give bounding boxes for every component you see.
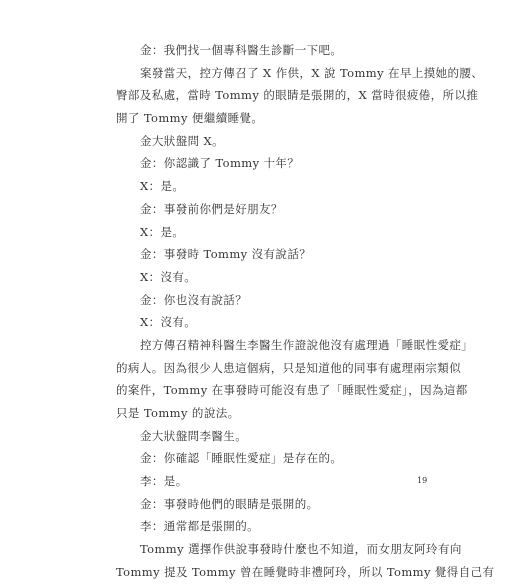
text-line: 李：通常都是張開的。 <box>140 519 259 534</box>
text-line: 只是 Tommy 的說法。 <box>116 406 240 420</box>
text-line: 開了 Tommy 便繼續睡覺。 <box>116 111 264 126</box>
text-line: 金：事發時他們的眼睛是張開的。 <box>140 496 319 511</box>
text-line: 金：事發前你們是好朋友？ <box>140 201 283 216</box>
text-line: 臀部及私處，當時 Tommy 的眼睛是張開的，X 當時很疲倦，所以推 <box>116 88 479 103</box>
text-line: X：是。 <box>140 179 185 194</box>
text-line: X：沒有。 <box>140 315 197 330</box>
page-number: 19 <box>417 476 428 485</box>
text-line: 金：你認識了 Tommy 十年？ <box>140 156 300 171</box>
text-line: 金：事發時 Tommy 沒有說話？ <box>140 247 312 262</box>
text-line: 案發當天，控方傳召了 X 作供，X 說 Tommy 在早上摸她的腰、 <box>140 65 484 80</box>
text-line: 金大狀盤問 X。 <box>140 133 225 148</box>
text-line: Tommy 選擇作供說事發時什麼也不知道，而女朋友阿玲有向 <box>140 542 462 557</box>
text-line: 金：你也沒有說話？ <box>140 292 248 307</box>
text-line: 的病人。因為很少人患這個病，只是知道他的同事有處理兩宗類似 <box>116 360 462 375</box>
text-line: 李：是。 <box>140 474 188 489</box>
text-line: 的案件，Tommy 在事發時可能沒有患了「睡眠性愛症」，因為這都 <box>116 383 468 398</box>
text-line: X：是。 <box>140 224 185 239</box>
text-line: 金大狀盤問李醫生。 <box>140 428 248 443</box>
text-line: 金：你確認「睡眠性愛症」是存在的。 <box>140 451 343 466</box>
text-line: Tommy 提及 Tommy 曾在睡覺時非禮阿玲，所以 Tommy 覺得自己有 <box>116 564 495 579</box>
text-line: 金：我們找一個專科醫生診斷一下吧。 <box>140 43 343 57</box>
text-line: X：沒有。 <box>140 269 197 284</box>
text-line: 控方傳召精神科醫生李醫生作證說他沒有處理過「睡眠性愛症」 <box>140 337 474 352</box>
